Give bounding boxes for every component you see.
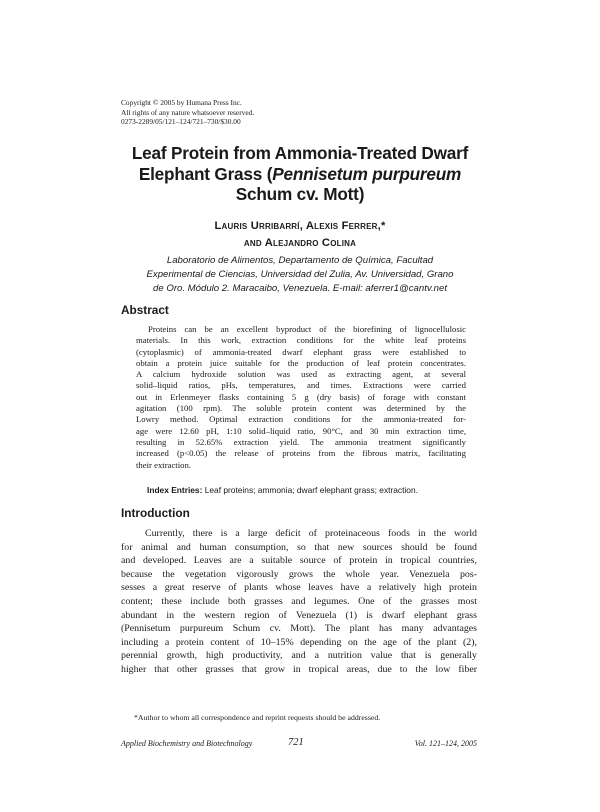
volume-info: Vol. 121–124, 2005 (414, 739, 477, 748)
abstract-line: A calcium hydroxide solution was used as extracting agent, at several (136, 369, 466, 380)
abstract-body (136, 324, 466, 471)
body-line: and developed. Leaves are a suitable source of protein in tropical countries, (121, 555, 477, 567)
abstract-line: (cytoplasmic) of ammonia-treated dwarf elephant grass were established to (136, 346, 466, 357)
page-footer (121, 738, 477, 752)
journal-name: Applied Biochemistry and Biotechnology (121, 739, 253, 748)
title-line-1: Leaf Protein from Ammonia-Treated Dwarf (131, 143, 469, 163)
body-line: content; these include both grasses and legumes. One of the grasses most (121, 595, 477, 607)
correspondence-footnote: *Author to whom all correspondence and reprint requests should be addressed. (134, 713, 381, 722)
page-number: 721 (288, 737, 304, 748)
abstract-line: Lowry method. Optimal extraction conditions for the ammonia-treated for- (136, 414, 466, 425)
title-line-3: Schum cv. Mott) (235, 184, 365, 204)
index-entries-label: Index Entries: (147, 485, 203, 495)
abstract-line: solid–liquid ratios, pHs, temperatures, and times. Extractions were carried (136, 380, 466, 391)
affiliation-line-1: Laboratorio de Alimentos, Departamento de Química, Facultad (166, 255, 434, 266)
introduction-heading: Introduction (121, 506, 190, 520)
author-list (60, 218, 540, 252)
rights-line: All rights of any nature whatsoever reserved. (121, 107, 255, 117)
title-line-2 (60, 164, 540, 185)
abstract-line: agitation (100 rpm). The soluble protein content was determined by the (136, 403, 466, 414)
abstract-line: out in Erlenmeyer flasks containing 5 g (dry basis) of forage with constant (136, 391, 466, 402)
abstract-line: increased (p<0.05) the release of proteins from the fibrous matrix, facilitating (136, 448, 466, 459)
affiliation-line-3: de Oro. Módulo 2. Maracaibo, Venezuela. E-mail: aferrer1@cantv.net (153, 283, 447, 294)
title-line-2-text: Elephant Grass ( (138, 163, 273, 184)
body-line: because the vegetation vigorously grows the whole year. Venezuela pos- (121, 568, 477, 580)
abstract-line: their extraction. (136, 459, 191, 470)
author-line-2: and Alejandro Colina (243, 237, 357, 249)
abstract-heading: Abstract (121, 303, 169, 317)
issn-line: 0273-2289/05/121–124/721–730/$30.00 (121, 117, 241, 127)
article-title (60, 143, 540, 205)
index-entries (147, 485, 477, 496)
abstract-line: obtain a protein juice suitable for the production of leaf protein concentrates. (136, 357, 466, 368)
affiliation-line-2: Experimental de Ciencias, Universidad del Zulia, Av. Universidad, Grano (146, 269, 454, 280)
abstract-line: age were 12.60 pH, 1:10 solid–liquid ratio, 90°C, and 30 min extraction time, (136, 425, 466, 436)
copyright-line: Copyright © 2005 by Humana Press Inc. (121, 98, 242, 107)
body-line: abundant in the western region of Venezuela (1) is dwarf elephant grass (121, 609, 477, 621)
body-line: (Pennisetum purpureum Schum cv. Mott). The plant has many advantages (121, 623, 477, 635)
abstract-line: materials. In this work, extraction conditions for the white leaf proteins (136, 335, 466, 346)
abstract-line: resulting in 52.65% extraction yield. The ammonia treatment significantly (136, 436, 466, 447)
body-line: sesses a great reserve of plants whose leaves have a relatively high protein (121, 582, 477, 594)
body-line: Currently, there is a large deficit of proteinaceous foods in the world (145, 528, 477, 539)
body-line: for animal and human consumption, so that new sources should be found (121, 541, 477, 553)
affiliation (118, 254, 482, 296)
author-line-1: Lauris Urribarrí, Alexis Ferrer,* (214, 220, 386, 232)
body-line: higher that other grasses that grow in tropical areas, due to the low fiber (121, 663, 477, 675)
index-entries-text: Leaf proteins; ammonia; dwarf elephant grass; extraction. (202, 485, 418, 495)
copyright-notice (121, 98, 441, 127)
species-name: Pennisetum purpureum (272, 163, 462, 184)
body-line: including a protein content of 10–15% depending on the age of the plant (2), (121, 636, 477, 648)
abstract-line: Proteins can be an excellent byproduct of the biorefining of lignocellulosic (148, 324, 466, 334)
introduction-body (121, 527, 477, 677)
body-line: perennial growth, high productivity, and a nutrition value that is generally (121, 650, 477, 662)
